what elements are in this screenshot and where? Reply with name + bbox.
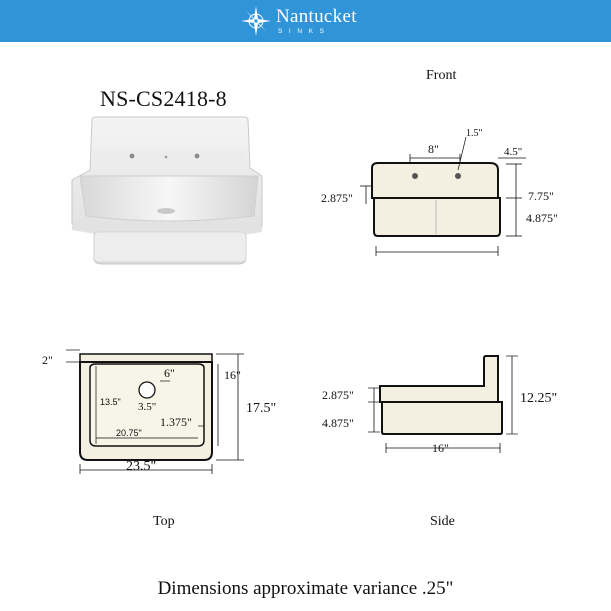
side-view-drawing <box>368 356 518 453</box>
top-drain-dim: 6" <box>164 366 175 380</box>
top-drain-offset-dim: 1.375" <box>160 415 192 429</box>
front-bowl-dim: 4.875" <box>526 211 558 225</box>
front-spread-dim: 8" <box>428 142 439 156</box>
footer-note: Dimensions approximate variance .25" <box>157 578 454 599</box>
front-height-dim: 7.75" <box>528 189 554 203</box>
sink-illustration <box>72 117 262 264</box>
side-lower-dim: 4.875" <box>322 416 354 430</box>
side-depth-dim: 16" <box>432 441 449 455</box>
top-inner-width-dim: 20.75" <box>116 428 142 438</box>
top-overall-depth-dim: 17.5" <box>246 401 277 416</box>
top-view-label: Top <box>153 514 175 529</box>
top-rim-dim: 2" <box>42 353 53 367</box>
side-view-label: Side <box>430 514 455 529</box>
front-view-label: Front <box>426 68 457 83</box>
top-drain-dia-dim: 3.5" <box>138 401 157 413</box>
top-overall-width-dim: 23.5" <box>126 459 157 474</box>
model-number: NS-CS2418-8 <box>100 86 227 111</box>
side-upper-dim: 2.875" <box>322 388 354 402</box>
brand-subtitle: SINKS <box>278 28 331 35</box>
front-view-drawing <box>360 137 526 256</box>
top-inner-depth-dim: 16" <box>224 368 241 382</box>
front-offset-dim: 4.5" <box>504 146 523 158</box>
brand-name: Nantucket <box>276 6 357 27</box>
front-hole-dim: 1.5" <box>466 128 483 139</box>
top-inner-height-dim: 13.5" <box>100 397 121 407</box>
side-height-dim: 12.25" <box>520 391 558 406</box>
front-backsplash-dim: 2.875" <box>321 191 353 205</box>
